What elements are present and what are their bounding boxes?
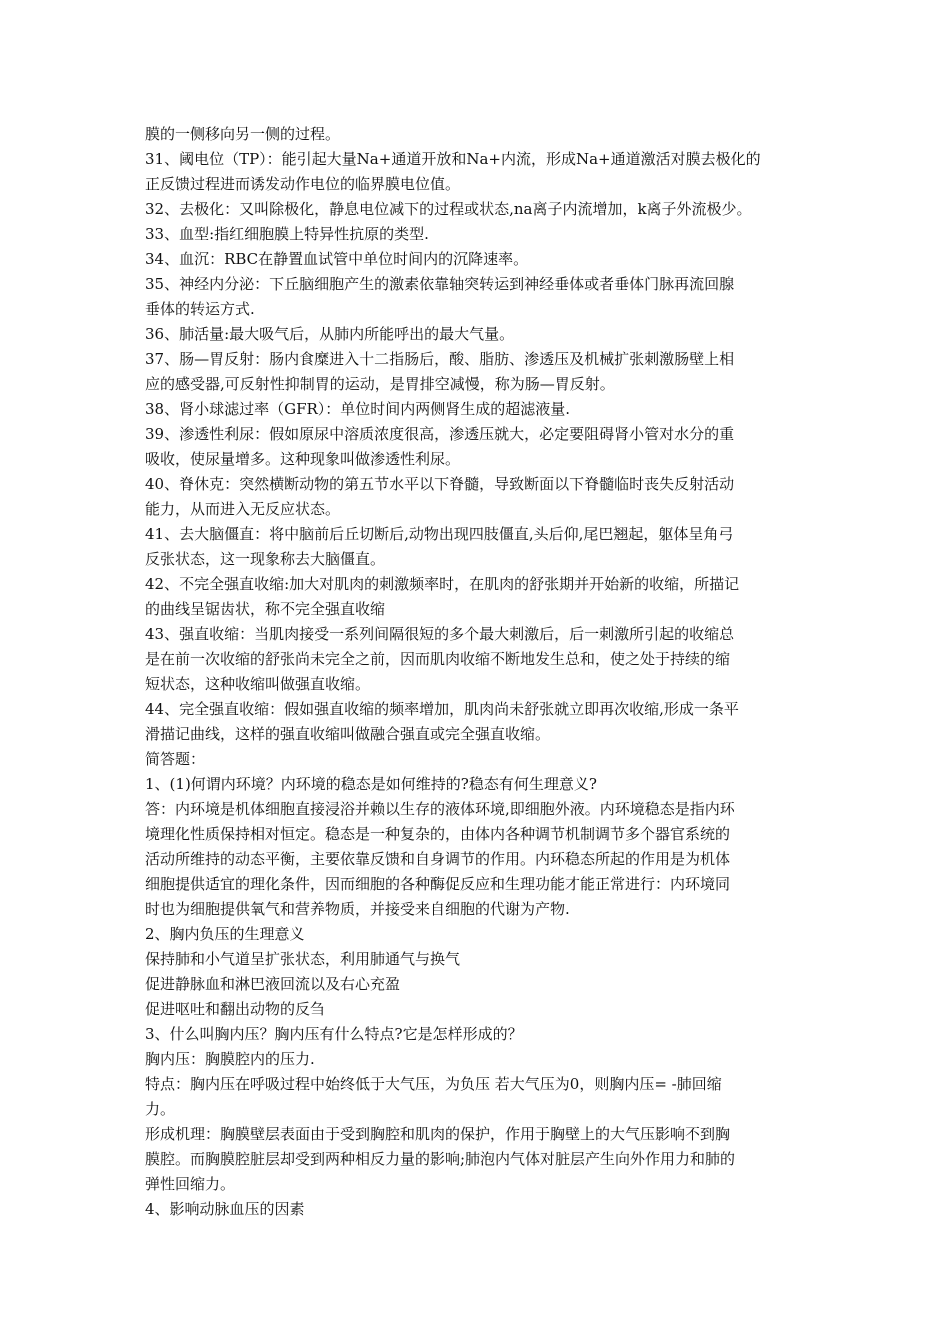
text-line: 31、阈电位（TP）：能引起大量Na+通道开放和Na+内流，形成Na+通道激活对膜去极化的: [145, 150, 761, 168]
text-line: 40、脊休克：突然横断动物的第五节水平以下脊髓，导致断面以下脊髓临时丧失反射活动: [145, 475, 735, 493]
text-line: 1、(1)何谓内环境？内环境的稳态是如何维持的?稳态有何生理意义?: [145, 775, 597, 793]
text-line: 滑描记曲线，这样的强直收缩叫做融合强直或完全强直收缩。: [145, 725, 551, 743]
text-line: 特点：胸内压在呼吸过程中始终低于大气压，为负压 若大气压为0，则胸内压= -肺回缩: [145, 1075, 722, 1093]
text-line: 吸收，使尿量增多。这种现象叫做渗透性利尿。: [145, 450, 461, 468]
text-line: 正反馈过程进而诱发动作电位的临界膜电位值。: [145, 175, 461, 193]
text-line: 答：内环境是机体细胞直接浸浴并赖以生存的液体环境,即细胞外液。内环境稳态是指内环: [145, 800, 735, 818]
text-line: 32、去极化：又叫除极化，静息电位减下的过程或状态,na离子内流增加，k离子外流极少。: [145, 200, 752, 218]
text-line: 促进呕吐和翻出动物的反刍: [145, 1000, 326, 1018]
text-line: 短状态，这种收缩叫做强直收缩。: [145, 675, 371, 693]
text-line: 35、神经内分泌：下丘脑细胞产生的激素依靠轴突转运到神经垂体或者垂体门脉再流回腺: [145, 275, 735, 293]
text-line: 36、肺活量:最大吸气后，从肺内所能呼出的最大气量。: [145, 325, 515, 343]
text-line: 37、肠—胃反射：肠内食糜进入十二指肠后，酸、脂肪、渗透压及机械扩张刺激肠壁上相: [145, 350, 735, 368]
text-line: 垂体的转运方式.: [145, 300, 255, 318]
text-line: 39、渗透性利尿：假如原尿中溶质浓度很高，渗透压就大，必定要阻碍肾小管对水分的重: [145, 425, 735, 443]
text-line: 胸内压：胸膜腔内的压力.: [145, 1050, 315, 1068]
text-line: 弹性回缩力。: [145, 1175, 236, 1193]
text-line: 应的感受器,可反射性抑制胃的运动，是胃排空减慢，称为肠—胃反射。: [145, 375, 615, 393]
text-line: 境理化性质保持相对恒定。稳态是一种复杂的，由体内各种调节机制调节多个器官系统的: [145, 825, 731, 843]
text-line: 形成机理：胸膜壁层表面由于受到胸腔和肌肉的保护，作用于胸壁上的大气压影响不到胸: [145, 1125, 731, 1143]
text-line: 保持肺和小气道呈扩张状态，利用肺通气与换气: [145, 950, 461, 968]
section-heading: 简答题：: [145, 750, 206, 768]
text-line: 44、完全强直收缩：假如强直收缩的频率增加，肌肉尚未舒张就立即再次收缩,形成一条平: [145, 700, 739, 718]
text-line: 38、肾小球滤过率（GFR）：单位时间内两侧肾生成的超滤液量.: [145, 400, 571, 418]
text-line: 的曲线呈锯齿状，称不完全强直收缩: [145, 600, 386, 618]
text-line: 是在前一次收缩的舒张尚未完全之前，因而肌肉收缩不断地发生总和，使之处于持续的缩: [145, 650, 731, 668]
text-line: 2、胸内负压的生理意义: [145, 925, 305, 943]
text-line: 膜的一侧移向另一侧的过程。: [145, 125, 341, 143]
text-line: 33、血型:指红细胞膜上特异性抗原的类型.: [145, 225, 429, 243]
text-line: 4、影响动脉血压的因素: [145, 1200, 305, 1218]
text-line: 41、去大脑僵直：将中脑前后丘切断后,动物出现四肢僵直,头后仰,尾巴翘起，躯体呈角弓: [145, 525, 734, 543]
text-line: 能力，从而进入无反应状态。: [145, 500, 341, 518]
document-body: [145, 122, 825, 1222]
text-line: 时也为细胞提供氧气和营养物质，并接受来自细胞的代谢为产物.: [145, 900, 570, 918]
text-line: 3、什么叫胸内压？胸内压有什么特点?它是怎样形成的？: [145, 1025, 523, 1043]
text-line: 反张状态，这一现象称去大脑僵直。: [145, 550, 386, 568]
text-line: 34、血沉：RBC在静置血试管中单位时间内的沉降速率。: [145, 250, 529, 268]
text-line: 力。: [145, 1100, 176, 1118]
text-line: 细胞提供适宜的理化条件，因而细胞的各种酶促反应和生理功能才能正常进行：内环境同: [145, 875, 731, 893]
text-line: 42、不完全强直收缩:加大对肌肉的刺激频率时，在肌肉的舒张期并开始新的收缩，所描记: [145, 575, 740, 593]
text-line: 膜腔。而胸膜腔脏层却受到两种相反力量的影响;肺泡内气体对脏层产生向外作用力和肺的: [145, 1150, 736, 1168]
text-line: 活动所维持的动态平衡，主要依靠反馈和自身调节的作用。内环稳态所起的作用是为机体: [145, 850, 731, 868]
text-line: 促进静脉血和淋巴液回流以及右心充盈: [145, 975, 401, 993]
text-line: 43、强直收缩：当肌肉接受一系列间隔很短的多个最大刺激后，后一刺激所引起的收缩总: [145, 625, 735, 643]
